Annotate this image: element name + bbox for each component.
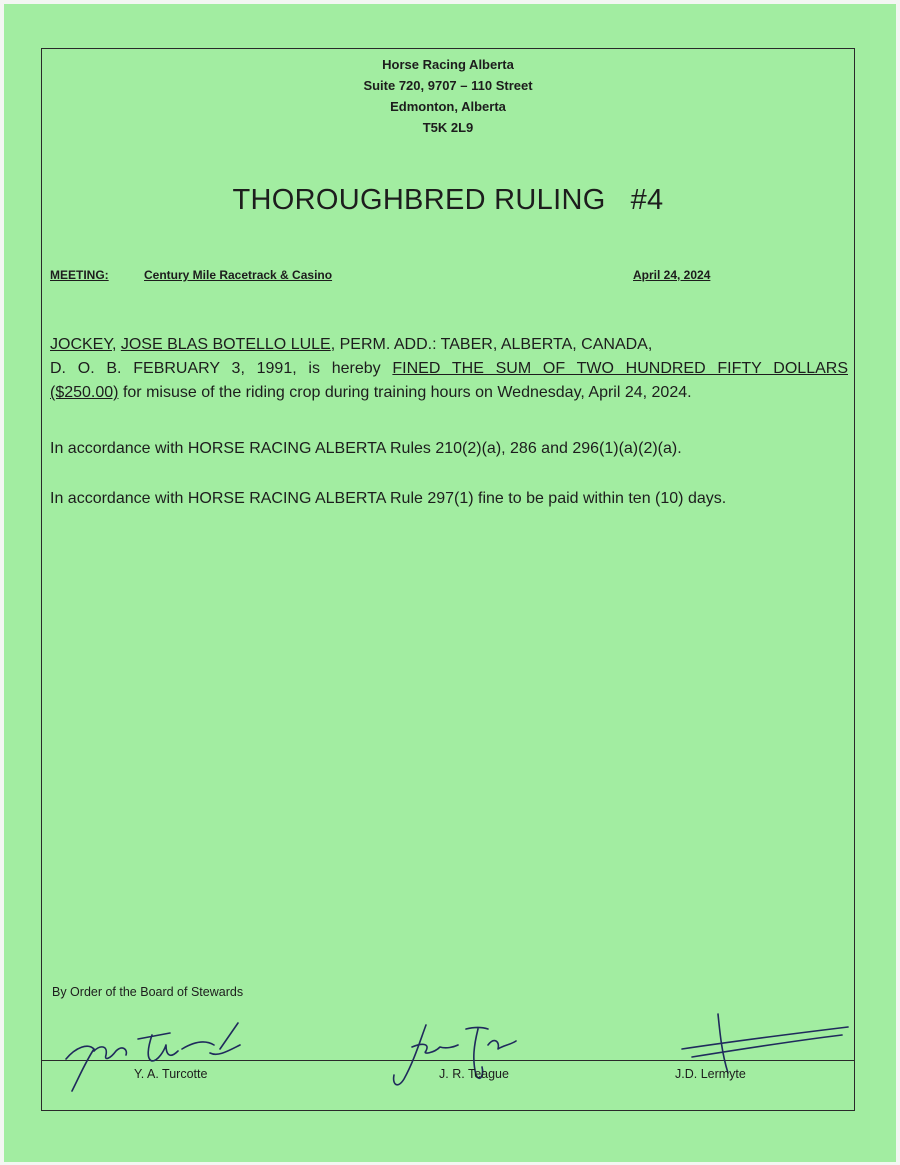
fine-reason: for misuse of the riding crop during training hours on Wednesday, April 24, 2024. xyxy=(118,384,692,401)
org-postal-code: T5K 2L9 xyxy=(422,120,474,135)
ruling-line-1 xyxy=(50,333,848,357)
role-separator: , xyxy=(111,336,121,353)
fine-statement: FINED THE SUM OF TWO HUNDRED FIFTY DOLLARS xyxy=(392,360,848,377)
meeting-label: MEETING: xyxy=(50,268,109,282)
ruling-line-2 xyxy=(50,357,848,381)
org-address-line1: Suite 720, 9707 – 110 Street xyxy=(363,78,533,93)
licensee-name: JOSE BLAS BOTELLO LULE xyxy=(120,336,331,353)
licensee-dob: D. O. B. FEBRUARY 3, 1991, is hereby xyxy=(50,360,393,377)
steward-name-lermyte: J.D. Lermyte xyxy=(675,1067,746,1081)
fine-amount: ($250.00) xyxy=(50,384,119,401)
steward-name-turcotte: Y. A. Turcotte xyxy=(134,1067,208,1081)
meeting-venue: Century Mile Racetrack & Casino xyxy=(144,268,333,282)
steward-name-teague: J. R. Teague xyxy=(439,1067,509,1081)
ruling-paragraph xyxy=(50,333,848,405)
order-statement: By Order of the Board of Stewards xyxy=(52,985,244,999)
lermyte-signature xyxy=(682,1014,848,1073)
ruling-line-3 xyxy=(50,381,848,405)
letterhead xyxy=(42,54,854,138)
meeting-date: April 24, 2024 xyxy=(633,268,711,282)
ruling-title: THOROUGHBRED RULING #4 xyxy=(232,184,664,216)
licensee-role: JOCKEY xyxy=(50,336,112,353)
licensee-address: , PERM. ADD.: TABER, ALBERTA, CANADA, xyxy=(330,336,653,353)
org-name: Horse Racing Alberta xyxy=(382,57,514,72)
ruling-document xyxy=(4,4,896,1162)
org-address-line2: Edmonton, Alberta xyxy=(390,99,506,114)
payment-paragraph: In accordance with HORSE RACING ALBERTA Rule 297(1) fine to be paid within ten (10) days. xyxy=(50,490,727,507)
signature-line xyxy=(42,1060,854,1061)
rules-paragraph: In accordance with HORSE RACING ALBERTA Rules 210(2)(a), 286 and 296(1)(a)(2)(a). xyxy=(50,440,682,457)
document-border xyxy=(41,48,855,1111)
